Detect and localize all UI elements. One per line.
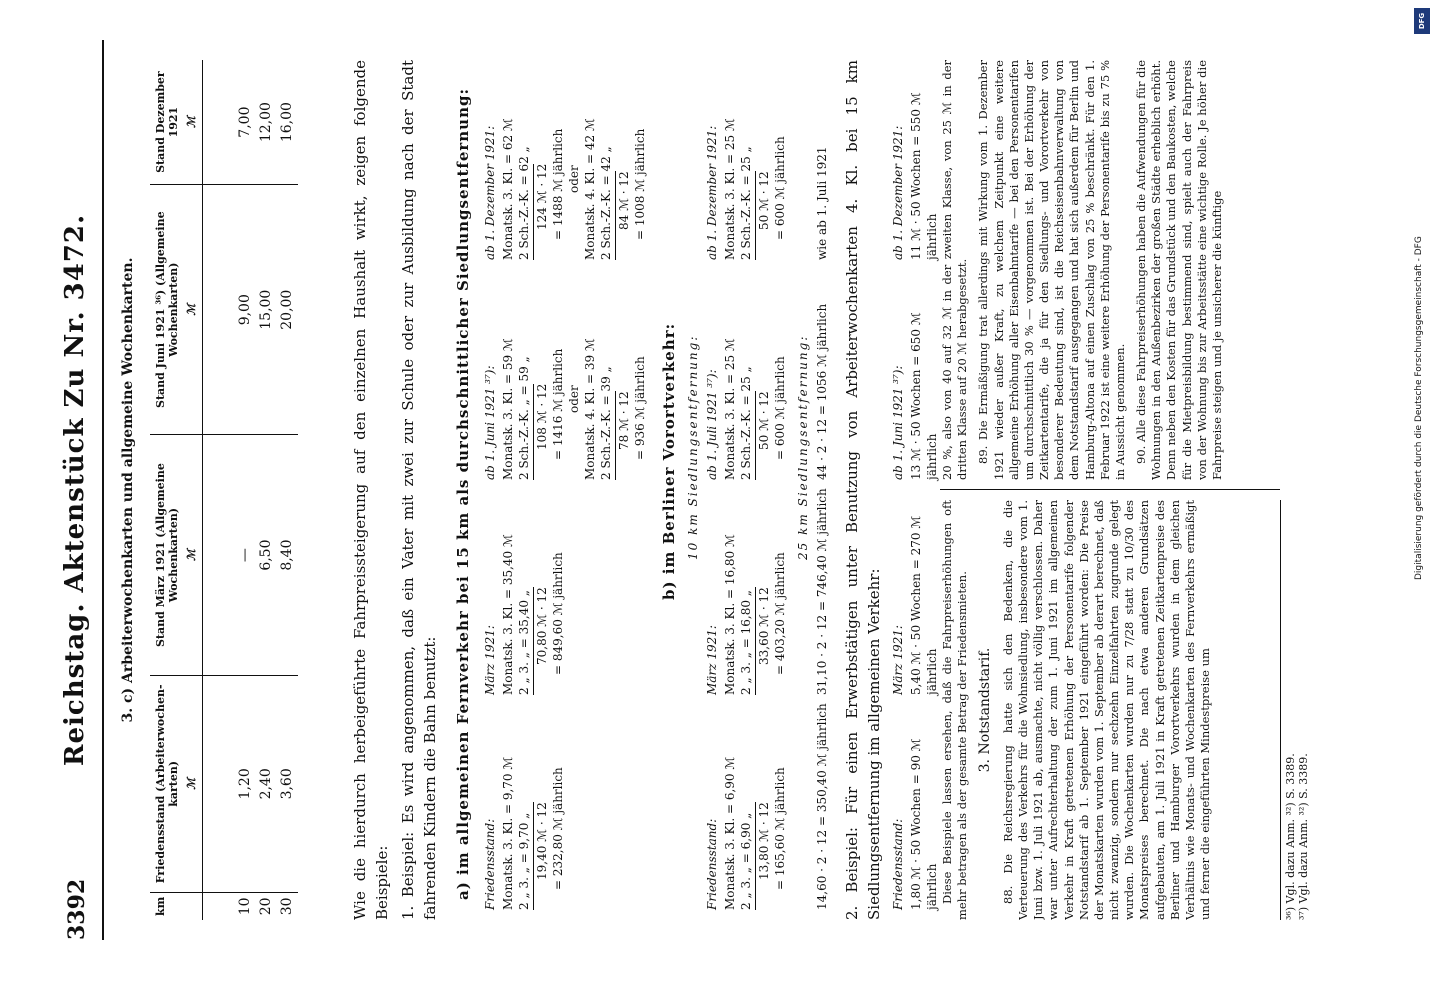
fare-table — [150, 60, 298, 920]
table-row: 30 3,60 8,40 20,00 16,00 — [277, 60, 298, 920]
dfg-logo: DFG — [1414, 8, 1430, 34]
b2-juni: ab 1. Juni 1921 ³⁷): 13 ℳ · 50 Wochen = 650 ℳ jährlich — [891, 312, 940, 480]
intro-paragraph: Wie die hierdurch herbeigeführte Fahrpreissteigerung auf den einzelnen Haushalt wirkt, zeigen folgende Beispiele: — [351, 60, 391, 920]
calc-block-a-dezember: ab 1. Dezember 1921: Monatsk. 3. Kl. = 62 ℳ 2 Sch.-Z.-K. = 62 „ 124 ℳ · 12 = 1488 ℳ jährlich oder Monatsk. 4. Kl. = 42 ℳ 2 Sch.-Z.-K. = 42 „ 84 ℳ · 12 = 1008 ℳ jährlich — [483, 118, 647, 260]
paragraph: 20 %, also von 40 auf 32 ℳ in der zweiten Klasse, von 25 ℳ in der dritten Klasse auf 20 ℳ herabgesetzt. — [940, 60, 970, 480]
calc-block-b-maerz: März 1921: Monatsk. 3. Kl. = 16,80 ℳ 2 „ 3. „ = 16,80 „ 33,60 ℳ · 12 = 403,20 ℳ jährlich — [705, 534, 787, 695]
rotated-document-page — [50, 20, 1350, 960]
col-header-juni: Stand Juni 1921 ³⁶) (Allgemeine Wochenkarten) ℳ — [150, 185, 203, 435]
page-header — [58, 40, 98, 940]
col-header-dezember: Stand Dezember 1921 ℳ — [150, 60, 203, 185]
calc-block-b-juli: ab 1. Juli 1921 ³⁷): Monatsk. 3. Kl. = 25 ℳ 2 Sch.-Z.-K. = 25 „ 50 ℳ · 12 = 600 ℳ jährlich — [705, 338, 787, 480]
footnote: ³⁶) Vgl. dazu Anm. ³²) S. 3389. — [1284, 753, 1297, 920]
b25-juli: 44 · 2 · 12 = 1056 ℳ jährlich — [815, 303, 829, 480]
col-header-km: km — [150, 892, 203, 920]
digitization-note: Digitalisierung gefördert durch die Deutsche Forschungsgemeinschaft - DFG — [1414, 236, 1424, 580]
calc-block-b-dezember: ab 1. Dezember 1921: Monatsk. 3. Kl. = 25 ℳ 2 Sch.-Z.-K. = 25 „ 50 ℳ · 12 = 600 ℳ jährlich — [705, 118, 787, 260]
b25-friedensstand: 14,60 · 2 · 12 = 350,40 ℳ jährlich — [815, 703, 829, 910]
table-row: 20 2,40 6,50 15,00 12,00 — [256, 60, 277, 920]
calc-block-a-friedensstand: Friedensstand: Monatsk. 3. Kl. = 9,70 ℳ 2 „ 3. „ = 9,70 „ 19,40 ℳ · 12 = 232,80 ℳ jährlich — [483, 756, 565, 910]
paragraph-90: 90. Alle diese Fahrpreiserhöhungen haben die Aufwendungen für die Wohnungen in den Außenbezirken der großen Städte erheblich erhöht. Denn neben den Kosten für das Grundstück und den Baukosten, welche für die Mietpreisbildung bestimmend sind, spielt auch der Fahrpreis von der Wohnung bis zur Arbeitsstätte eine wichtige Rolle. Je höher die Fahrpreise steigen und je unsicherer die künftige — [1134, 60, 1224, 480]
paragraph: Diese Beispiele lassen ersehen, daß die Fahrpreiserhöhungen oft mehr betragen als der gesamte Betrag der Friedensmieten. — [940, 500, 970, 920]
b-25km-heading: 25 km Siedlungsentfernung: — [796, 334, 810, 560]
section-title: 3. c) Arbeiterwochenkarten und allgemeine Wochenkarten. — [120, 257, 136, 723]
b2-maerz: März 1921: 5,40 ℳ · 50 Wochen = 270 ℳ jährlich — [891, 515, 940, 695]
footnote: ³⁷) Vgl. dazu Anm. ³²) S. 3389. — [1297, 753, 1311, 920]
column-divider — [940, 489, 1280, 490]
b25-dezember: wie ab 1. Juli 1921 — [815, 146, 829, 260]
table-spacer-row — [203, 60, 236, 920]
beispiel-1-text: 1. Beispiel: Es wird angenommen, daß ein Vater mit zwei zur Schule oder zur Ausbildung nach der Stadt fahrenden Kindern die Bahn benutzt: — [399, 60, 439, 920]
paragraph-89: 89. Die Ermäßigung trat allerdings mit Wirkung vom 1. Dezember 1921 wieder außer Kraft, zu welchem Zeitpunkt eine weitere allgemeine Erhöhung aller Eisenbahntarife — bei den Personentarifen um durchschnittlich 30 % — vorgenommen ist. Bei der Erhöhung der Zeitkartentarife, die ja für den Siedlungs- und Vorortverkehr von besonderer Bedeutung sind, ist die Reichseisenbahnverwaltung von dem Notstandstarif ausgegangen und hat sich außerdem für Berlin und Hamburg-Altona auf einen Zuschlag von 25 % beschränkt. Für den 1. Februar 1922 ist eine weitere Erhöhung der Personentarife bis zu 75 % in Aussicht genommen. — [976, 60, 1127, 480]
table-row: 10 1,20 — 9,00 7,00 — [235, 60, 256, 920]
col-header-friedensstand: Friedensstand (Arbeiterwochen-karten) ℳ — [150, 675, 203, 892]
right-text-column — [940, 60, 1340, 480]
b2-dezember: ab 1. Dezember 1921: 11 ℳ · 50 Wochen = 550 ℳ jährlich — [891, 92, 940, 260]
footnotes — [1280, 500, 1311, 920]
header-rule — [102, 40, 104, 940]
calc-block-a-maerz: März 1921: Monatsk. 3. Kl. = 35,40 ℳ 2 „ 3. „ = 35,40 „ 70,80 ℳ · 12 = 849,60 ℳ jährlich — [483, 534, 565, 695]
section-heading-notstandstarif: 3. Notstandstarif. — [977, 647, 994, 773]
left-text-column — [940, 500, 1270, 920]
subsection-a-title: a) im allgemeinen Fernverkehr bei 15 km als durchschnittlicher Siedlungsentfernung: — [454, 87, 472, 900]
col-header-maerz: Stand März 1921 (Allgemeine Wochenkarten) ℳ — [150, 435, 203, 676]
beispiel-2-text: 2. Beispiel: Für einen Erwerbstätigen unter Benutzung von Arbeiterwochenkarten 4. Kl. bei 15 km Siedlungsentfernung im allgemeinen Verkehr: — [843, 60, 883, 920]
calc-block-b-friedensstand: Friedensstand: Monatsk. 3. Kl. = 6,90 ℳ 2 „ 3. „ = 6,90 „ 13,80 ℳ · 12 = 165,60 ℳ jährlich — [705, 756, 787, 910]
b-10km-heading: 10 km Siedlungsentfernung: — [686, 334, 700, 560]
b25-maerz: 31,10 · 2 · 12 = 746,40 ℳ jährlich — [815, 488, 829, 695]
calc-block-a-juni: ab 1. Juni 1921 ³⁷): Monatsk. 3. Kl. = 59 ℳ 2 Sch.-Z.-K. „ = 59 „ 108 ℳ · 12 = 1416 ℳ jährlich oder Monatsk. 4. Kl. = 39 ℳ 2 Sch.-Z.-K. = 39 „ 78 ℳ · 12 = 936 ℳ jährlich — [483, 338, 647, 480]
paragraph-88: 88. Die Reichsregierung hatte sich den Bedenken, die die Verteuerung des Verkehrs für die Wohnsiedlung, insbesondere vom 1. Juni bzw. 1. Juli 1921 ab, ausmachte, nicht völlig verschlossen. Daher war unter Aufrechterhaltung der zum 1. Juni 1921 im allgemeinen Verkehr in Kraft getretenen Erhöhung der Personentarife folgender Notstandstarif ab 1. September 1921 eingeführt worden: Die Preise der Monatskarten wurden vom 1. September ab derart berechnet, daß nicht zwanzig, sondern nur sechzehn Einzelfahrten zugrunde gelegt wurden. Die Wochenkarten wurden nur zu 7/28 statt zu 10/30 des Monatspreises berechnet. Die nach etwa anderen Grundsätzen aufgebauten, am 1. Juli 1921 in Kraft getretenen Zeitkartenpreise des Berliner und Hamburger Vorortverkehrs wurden in dem gleichen Verhältnis wie Monats- und Wochenkarten des Fernverkehrs ermäßigt und ferner die eingeführten Mindestpreise um — [1000, 500, 1213, 920]
page-number: 3392 — [64, 878, 90, 940]
subsection-b-title: b) im Berliner Vorortverkehr: — [660, 322, 678, 600]
b2-friedensstand: Friedensstand: 1,80 ℳ · 50 Wochen = 90 ℳ jährlich — [891, 738, 940, 910]
page-title: Reichstag. Aktenstück Zu Nr. 3472. — [60, 213, 90, 767]
